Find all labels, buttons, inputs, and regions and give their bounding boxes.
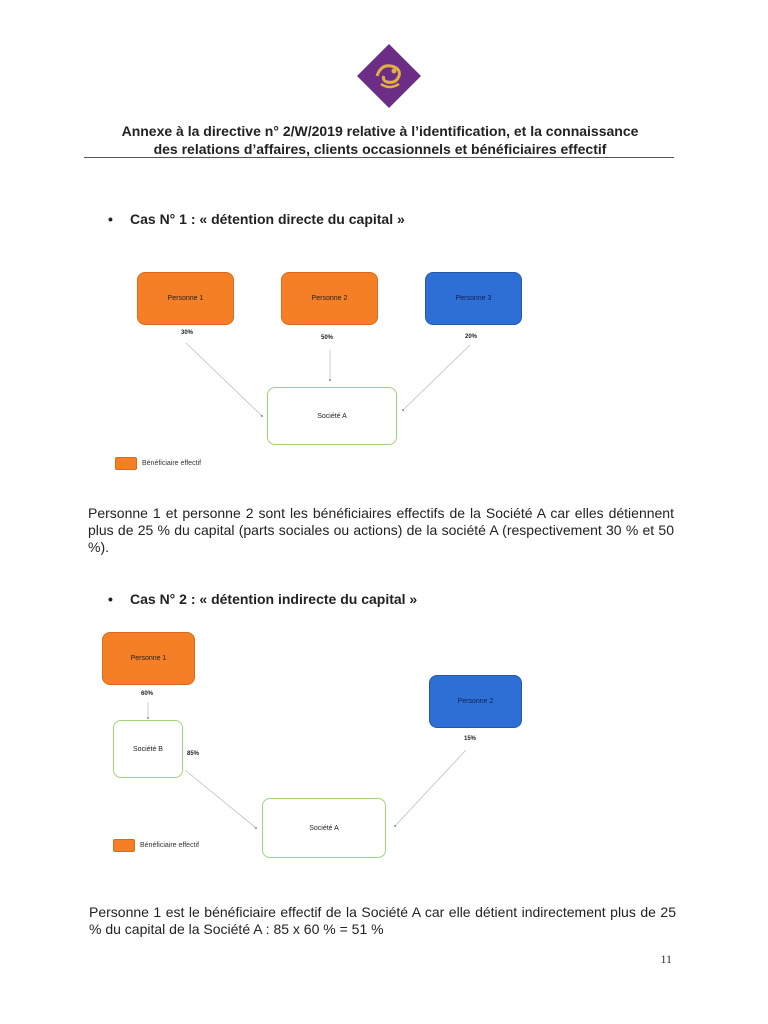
case2-company-b-label: Société B (133, 745, 163, 753)
case2-person2-label: Personne 2 (457, 698, 494, 705)
bullet-icon: • (108, 591, 113, 607)
case2-legend-label: Bénéficiaire effectif (140, 842, 200, 849)
connector-p2-companya (395, 750, 466, 826)
case2-person2-pct: 15% (464, 736, 477, 742)
case2-explanation: Personne 1 est le bénéficiaire effectif de la Société A car elle détient indirectement plus de 25 % du capital de la Société A : 85 x 60 % = 51 % (89, 904, 676, 937)
case2-person1-label: Personne 1 (130, 655, 167, 662)
case2-person2-box (429, 675, 522, 728)
header-title-line-2: des relations d’affaires, clients occasionnels et bénéficiaires effectif (153, 141, 607, 157)
case2-person1-box (102, 632, 195, 685)
case1-explanation: Personne 1 et personne 2 sont les bénéficiaires effectifs de la Société A car elles détiennent plus de 25 % du capital (parts sociales ou actions) de la société A (respectivement 30 % et 50 %). (88, 505, 674, 555)
page-number: 11 (660, 952, 672, 966)
case1-legend-label: Bénéficiaire effectif (142, 460, 202, 467)
case1-person1-pct: 30% (181, 330, 194, 336)
case1-company-a-label: Société A (317, 412, 347, 420)
case1-person2-label: Personne 2 (311, 295, 348, 302)
case1-person3-label: Personne 3 (455, 295, 492, 302)
case1-heading-text: Cas N° 1 : « détention directe du capital » (130, 211, 405, 227)
case1-person1-label: Personne 1 (167, 295, 204, 302)
case2-company-a-box (262, 798, 386, 858)
bullet-icon: • (108, 211, 113, 227)
case2-company-a-label: Société A (309, 824, 339, 832)
case1-person3-pct: 20% (465, 334, 478, 340)
case2-heading-text: Cas N° 2 : « détention indirecte du capital » (130, 591, 418, 607)
case2-legend-swatch (113, 839, 135, 852)
header-title-line-1: Annexe à la directive n° 2/W/2019 relative à l’identification, et la connaissance (121, 123, 639, 139)
case2-company-b-pct: 85% (187, 751, 200, 757)
case2-company-b-box (113, 720, 183, 778)
connector-companyb-companya (185, 770, 256, 828)
case1-person2-pct: 50% (321, 335, 334, 341)
case2-person1-pct: 60% (141, 691, 154, 697)
